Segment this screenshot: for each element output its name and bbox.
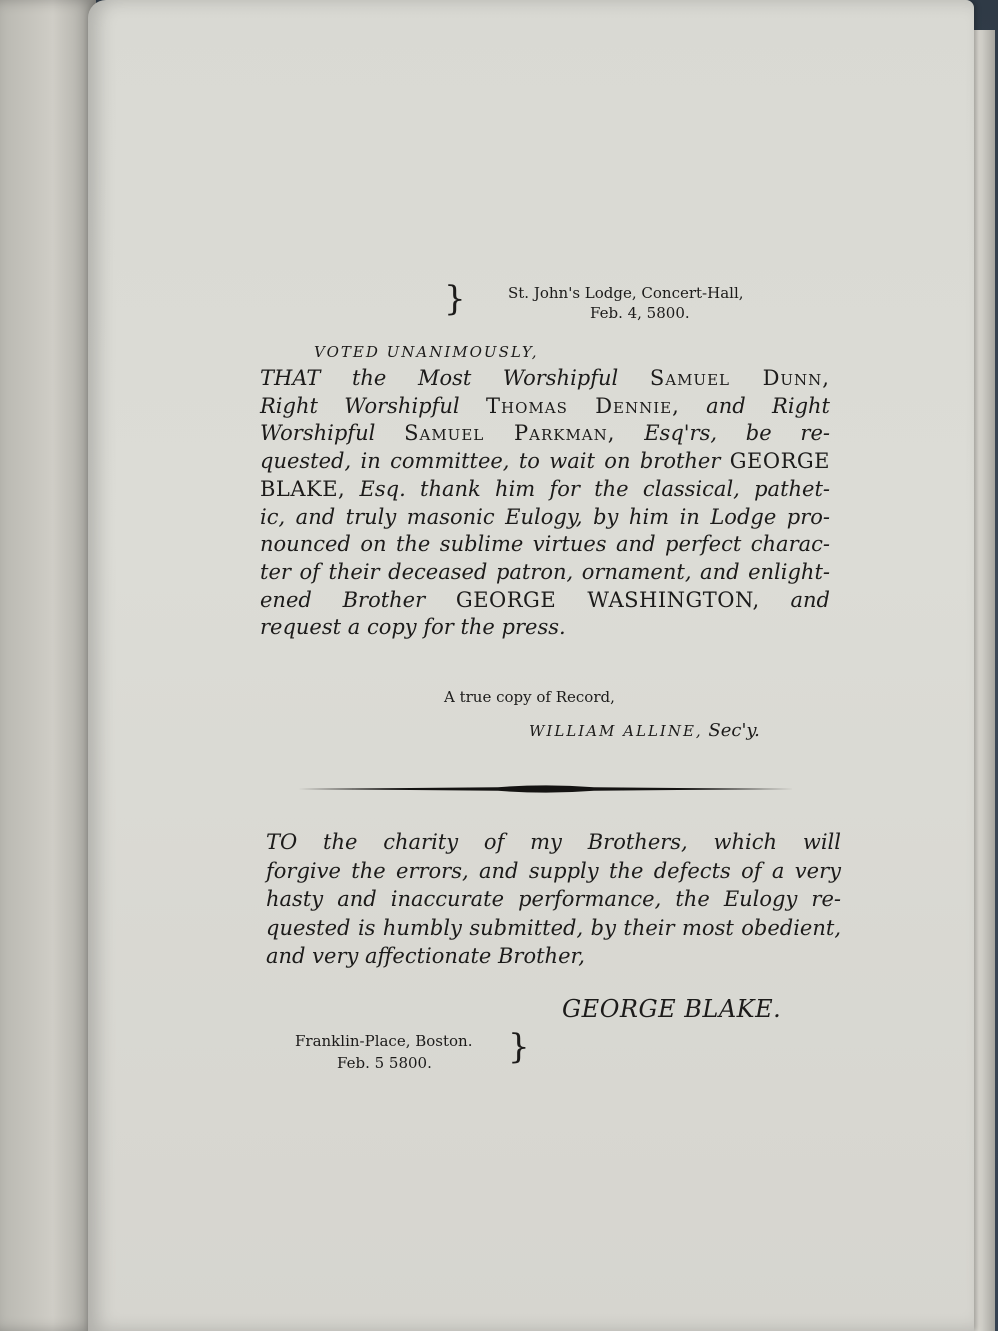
dedication-line: forgive the errors, and supply the defects of a very (266, 858, 841, 883)
dedication-text (266, 828, 841, 971)
ornamental-divider (298, 782, 794, 796)
resolution-line: ic, and truly masonic Eulogy, by him in Lodge pro- (260, 504, 830, 529)
lodge-header-date: Feb. 4, 5800. (590, 304, 690, 322)
resolution-line: ter of their deceased patron, ornament, and enlight- (260, 559, 830, 584)
document-page (88, 0, 974, 1331)
resolution-line: BLAKE, Esq. thank him for the classical, pathet- (260, 476, 830, 501)
secretary-name: WILLIAM ALLINE, (529, 722, 703, 740)
place-date: Feb. 5 5800. (337, 1054, 432, 1072)
lodge-header-line1: St. John's Lodge, Concert-Hall, (508, 284, 744, 302)
brace-icon: } (444, 279, 466, 319)
resolution-line: THAT the Most Worshipful Samuel Dunn, (260, 366, 830, 390)
resolution-line: nounced on the sublime virtues and perfect charac- (260, 532, 830, 557)
dedication-line: hasty and inaccurate performance, the Eulogy re- (266, 887, 841, 911)
dedication-line: quested is humbly submitted, by their most obedient, (266, 915, 841, 940)
place-line: Franklin-Place, Boston. (295, 1032, 473, 1050)
author-signature: GEORGE BLAKE. (562, 995, 782, 1023)
dedication-line: and very affectionate Brother, (266, 944, 585, 968)
brace-icon: } (508, 1027, 530, 1067)
resolution-text (260, 365, 830, 642)
resolution-line: Worshipful Samuel Parkman, Esq'rs, be re- (260, 421, 830, 446)
left-page (0, 0, 96, 1331)
resolution-line: quested, in committee, to wait on brother GEORGE (260, 449, 830, 474)
secretary-signature (529, 720, 760, 741)
resolution-heading: VOTED UNANIMOUSLY, (314, 343, 539, 361)
dedication-line: TO the charity of my Brothers, which will (266, 830, 841, 854)
record-label: A true copy of Record, (444, 688, 615, 706)
place-date-block (295, 1032, 473, 1072)
resolution-line: Right Worshipful Thomas Dennie, and Right (260, 393, 830, 418)
secretary-title: Sec'y. (702, 720, 760, 741)
resolution-line: ened Brother GEORGE WASHINGTON, and (260, 587, 830, 612)
resolution-line: request a copy for the press. (260, 615, 566, 640)
